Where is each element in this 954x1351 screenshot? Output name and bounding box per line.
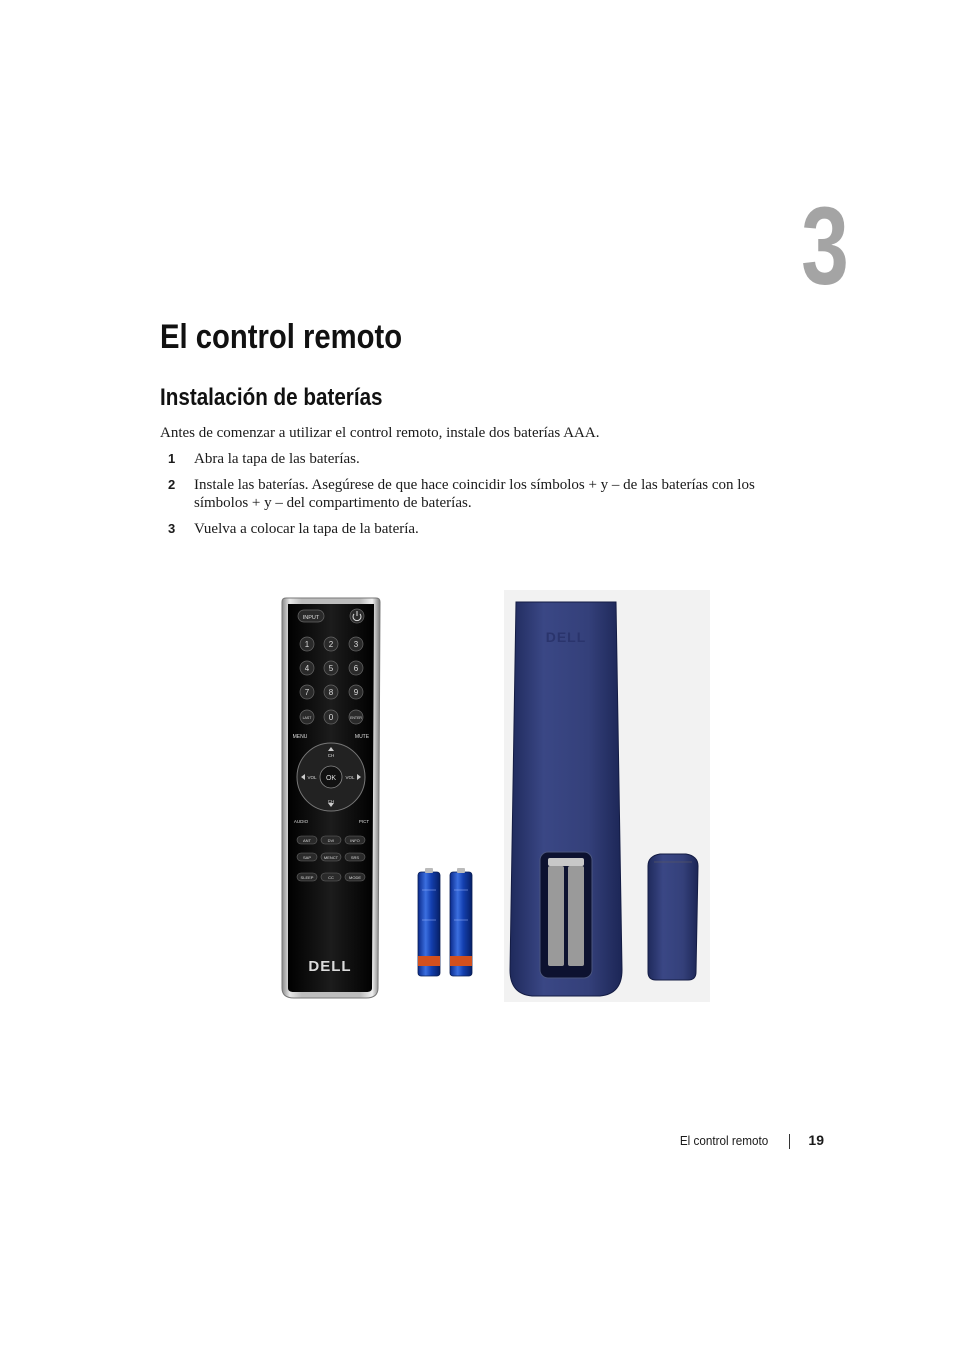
mute-label: MUTE xyxy=(354,734,370,740)
cc-label: CC xyxy=(328,875,334,880)
mode-label: MODE xyxy=(349,875,361,880)
chapter-number: 3 xyxy=(801,185,849,308)
step-number: 2 xyxy=(168,477,176,492)
step-number: 3 xyxy=(168,521,176,536)
digit-6: 6 xyxy=(353,664,359,673)
step-text: Vuelva a colocar la tapa de la batería. xyxy=(194,521,419,537)
ch-down-label: CH xyxy=(327,799,335,804)
digit-1: 1 xyxy=(304,640,310,649)
digit-3: 3 xyxy=(353,640,359,649)
page-footer xyxy=(560,1132,826,1152)
footer-chapter-title: El control remoto xyxy=(679,1133,768,1148)
remote-front xyxy=(282,598,380,998)
intro-paragraph: Antes de comenzar a utilizar el control remoto, instale dos baterías AAA. xyxy=(160,425,600,441)
dell-embossed-logo: DELL xyxy=(545,629,587,645)
digit-9: 9 xyxy=(353,688,359,697)
info-label: INFO xyxy=(350,838,360,843)
aaa-batteries xyxy=(418,868,472,976)
remote-battery-figure xyxy=(270,590,720,1010)
page-number: 19 xyxy=(808,1132,824,1148)
digit-7: 7 xyxy=(304,688,310,697)
input-button-label: INPUT xyxy=(302,615,320,621)
step-item xyxy=(160,476,800,512)
step-text: Instale las baterías. Asegúrese de que hace coincidir los símbolos + y – de las baterías con los símbolos + y – del compartimento de baterías. xyxy=(194,477,755,511)
audio-label: AUDIO xyxy=(293,819,309,824)
step-number: 1 xyxy=(168,451,176,466)
ok-button-label: OK xyxy=(325,775,337,782)
step-item xyxy=(160,450,800,468)
footer-separator xyxy=(789,1134,790,1149)
pict-label: PICT xyxy=(358,819,370,824)
ch-up-label: CH xyxy=(327,753,335,758)
chapter-title: El control remoto xyxy=(160,318,403,356)
digit-8: 8 xyxy=(328,688,334,697)
enter-button-label: ENTER xyxy=(350,716,362,720)
digit-2: 2 xyxy=(328,640,334,649)
digit-0: 0 xyxy=(328,713,334,722)
sleep-label: SLEEP xyxy=(300,875,314,880)
menu-label: MENU xyxy=(292,734,308,740)
steps-list xyxy=(160,450,800,546)
vol-down-label: VOL xyxy=(307,775,317,780)
battery-compartment xyxy=(540,852,592,978)
vol-up-label: VOL xyxy=(345,775,355,780)
srs-label: SRS xyxy=(350,855,360,860)
step-item xyxy=(160,520,800,538)
digit-4: 4 xyxy=(304,664,310,673)
digit-5: 5 xyxy=(328,664,334,673)
section-title: Instalación de baterías xyxy=(160,384,383,411)
battery-cover xyxy=(648,854,698,980)
last-button-label: LAST xyxy=(302,716,312,720)
step-text: Abra la tapa de las baterías. xyxy=(194,451,360,467)
menct-label: MENCT xyxy=(323,855,339,860)
ant-label: ANT xyxy=(303,838,311,843)
dell-logo: DELL xyxy=(308,958,352,975)
sap-label: SAP xyxy=(302,855,312,860)
dvi-label: DVI xyxy=(327,838,335,843)
